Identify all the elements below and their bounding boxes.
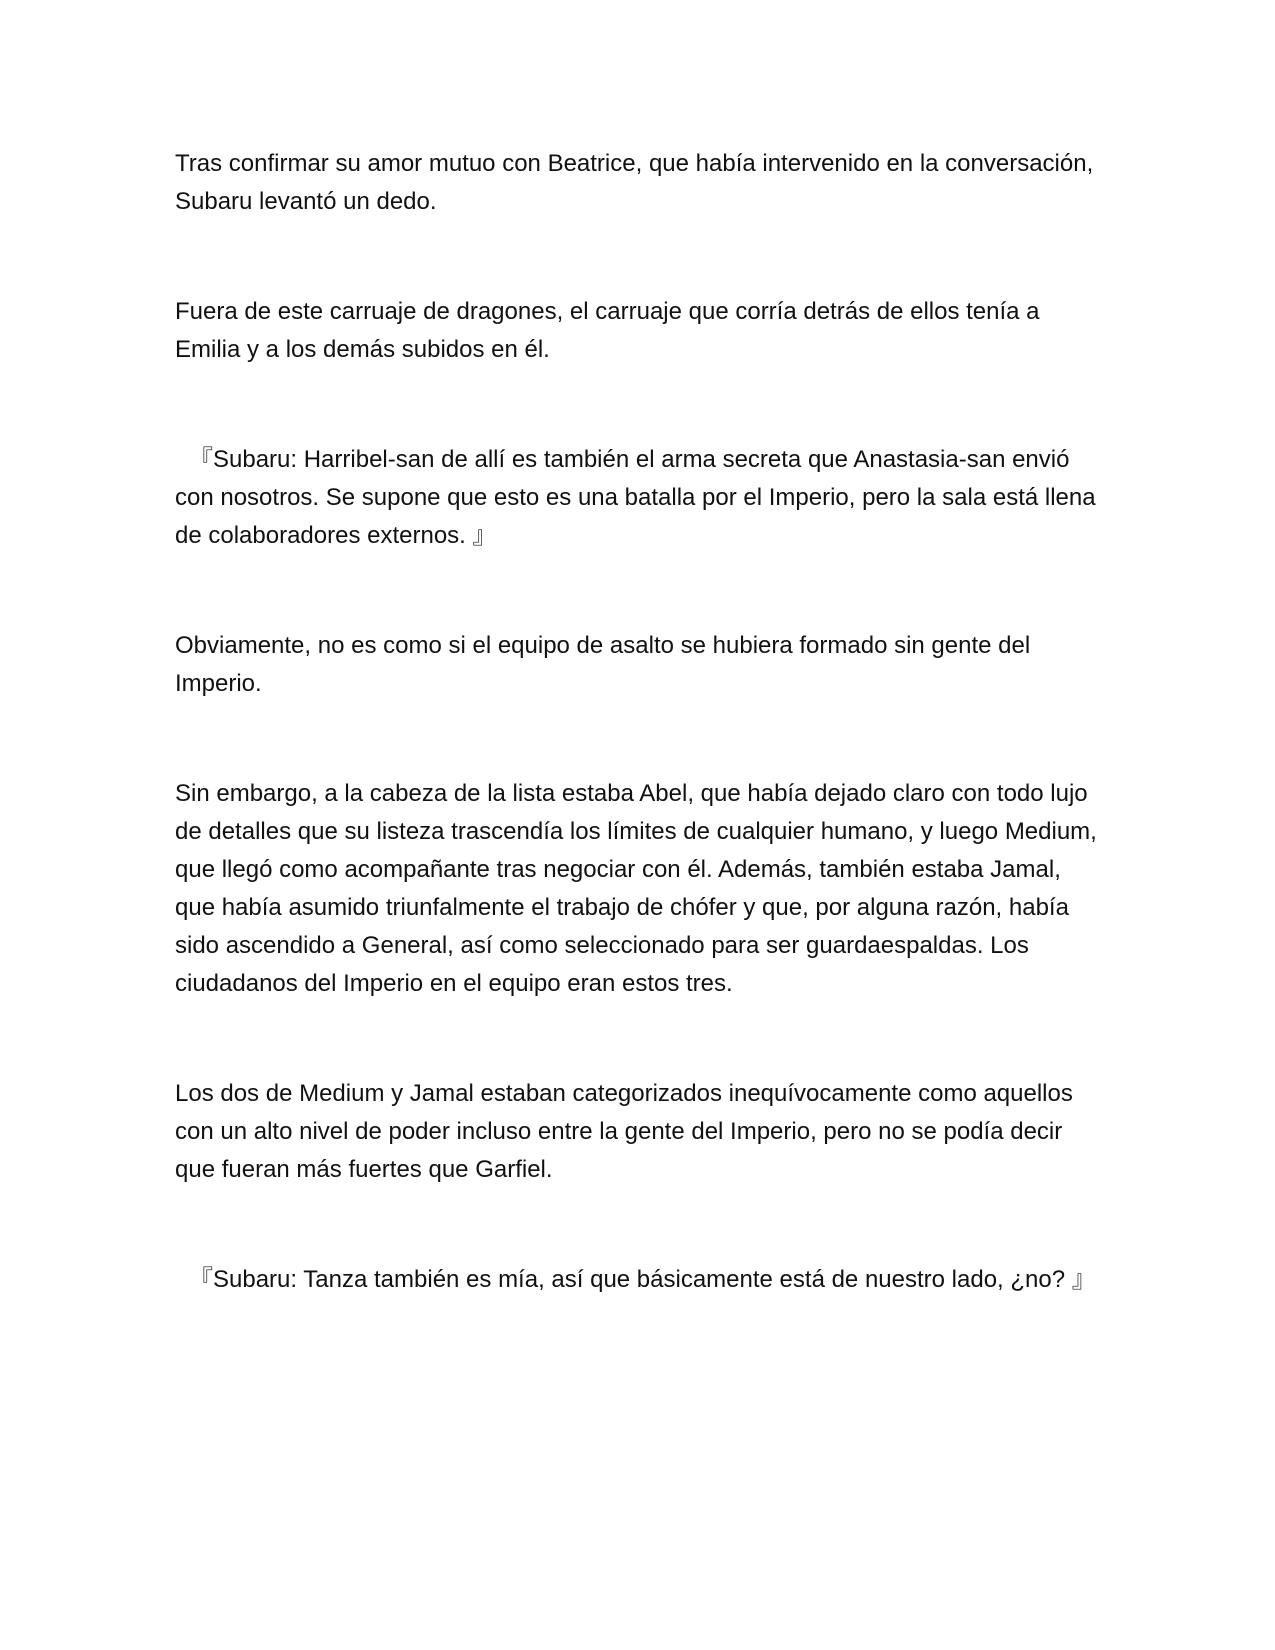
paragraph-narration-5: Los dos de Medium y Jamal estaban categorizados inequívocamente como aquellos con un alto nivel de poder incluso entre la gente del Imperio, pero no se podía decir que fueran más fuertes que Garfiel.: [175, 1080, 1073, 1183]
paragraph-dialogue-1: 『Subaru: Harribel-san de allí es también el arma secreta que Anastasia-san envió con nosotros. Se supone que esto es una batalla por el Imperio, pero la sala está llena de colaboradores externos. 』: [175, 446, 1096, 549]
paragraph-narration-2: Fuera de este carruaje de dragones, el carruaje que corría detrás de ellos tenía a Emilia y a los demás subidos en él.: [175, 298, 1040, 363]
paragraph-narration-4: Sin embargo, a la cabeza de la lista estaba Abel, que había dejado claro con todo lujo de detalles que su listeza trascendía los límites de cualquier humano, y luego Medium, que llegó como acompañante tras negociar con él. Además, también estaba Jamal, que había asumido triunfalmente el trabajo de chófer y que, por alguna razón, había sido ascendido a General, así como seleccionado para ser guardaespaldas. Los ciudadanos del Imperio en el equipo eran estos tres.: [175, 780, 1097, 997]
paragraph-dialogue-2: 『Subaru: Tanza también es mía, así que básicamente está de nuestro lado, ¿no? 』: [189, 1266, 1096, 1293]
paragraph-narration-3: Obviamente, no es como si el equipo de asalto se hubiera formado sin gente del Imperio.: [175, 632, 1031, 697]
document-body: [175, 145, 1105, 1299]
paragraph-narration-1: Tras confirmar su amor mutuo con Beatrice, que había intervenido en la conversación, Subaru levantó un dedo.: [175, 150, 1094, 215]
